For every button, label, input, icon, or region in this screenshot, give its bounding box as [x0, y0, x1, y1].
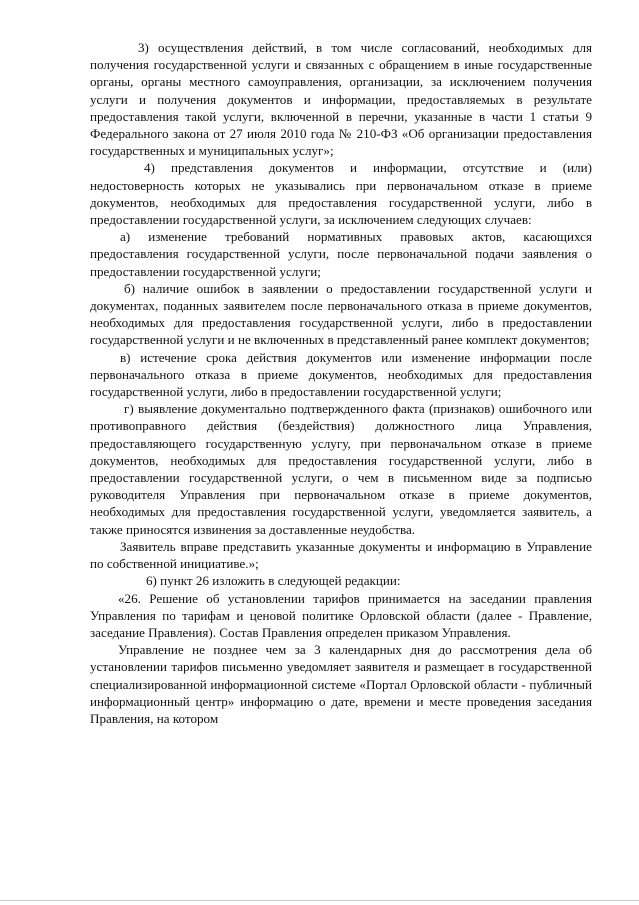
paragraph-item-3: 3) осуществления действий, в том числе согласований, необходимых для получения государственной услуги и связанных с обращением в иные государственные органы, органы местного самоуправления, организации, за исключением получения услуги и получения документов и информации, предоставляемых в результате предоставления такой услуги, включенной в перечни, указанные в части 1 статьи 9 Федерального закона от 27 июля 2010 года № 210-ФЗ «Об организации предоставления государственных и муниципальных услуг»; [90, 40, 592, 159]
paragraph-subitem-v: в) истечение срока действия документов или изменение информации после первоначального отказа в приеме документов, необходимых для предоставления государственной услуги, либо в предоставлении государственной услуги; [90, 349, 592, 400]
paragraph-item-4: 4) представления документов и информации, отсутствие и (или) недостоверность которых не указывались при первоначальном отказе в приеме документов, необходимых для предоставления государственной услуги, либо в предоставлении государственной услуги, за исключением следующих случаев: [90, 160, 592, 228]
paragraph-subitem-g: г) выявление документально подтвержденного факта (признаков) ошибочного или противоправного действия (бездействия) должностного лица Управления, предоставляющего государственную услугу, при первоначальном отказе в приеме документов, необходимых для предоставления государственной услуги, либо в предоставлении государственной услуги, о чем в письменном виде за подписью руководителя Управления при первоначальном отказе в приеме документов, необходимых для предоставления государственной услуги, уведомляется заявитель, а также приносятся извинения за доставленные неудобства. [90, 401, 592, 537]
scan-bottom-divider [0, 900, 639, 901]
document-body [90, 39, 592, 727]
paragraph-item-6: 6) пункт 26 изложить в следующей редакции: [146, 573, 401, 589]
paragraph-applicant-right: Заявитель вправе представить указанные документы и информацию в Управление по собственной инициативе.»; [90, 538, 592, 572]
paragraph-notification: Управление не позднее чем за 3 календарных дня до рассмотрения дела об установлении тарифов письменно уведомляет заявителя и размещает в государственной специализированной информационной системе «Портал Орловской области - публичный информационный центр» информацию о дате, времени и месте проведения заседания Правления, на котором [90, 642, 592, 726]
paragraph-clause-26: «26. Решение об установлении тарифов принимается на заседании правления Управления по тарифам и ценовой политике Орловской области (далее - Правление, заседание Правления). Состав Правления определен приказом Управления. [90, 590, 592, 640]
paragraph-subitem-b: б) наличие ошибок в заявлении о предоставлении государственной услуги и документах, поданных заявителем после первоначального отказа в приеме документов, необходимых для предоставления государственной услуги, либо в предоставлении государственной услуги и не включенных в представленный ранее комплект документов; [90, 280, 592, 348]
paragraph-subitem-a: а) изменение требований нормативных правовых актов, касающихся предоставления государственной услуги, после первоначальной подачи заявления о предоставлении государственной услуги; [90, 229, 592, 279]
